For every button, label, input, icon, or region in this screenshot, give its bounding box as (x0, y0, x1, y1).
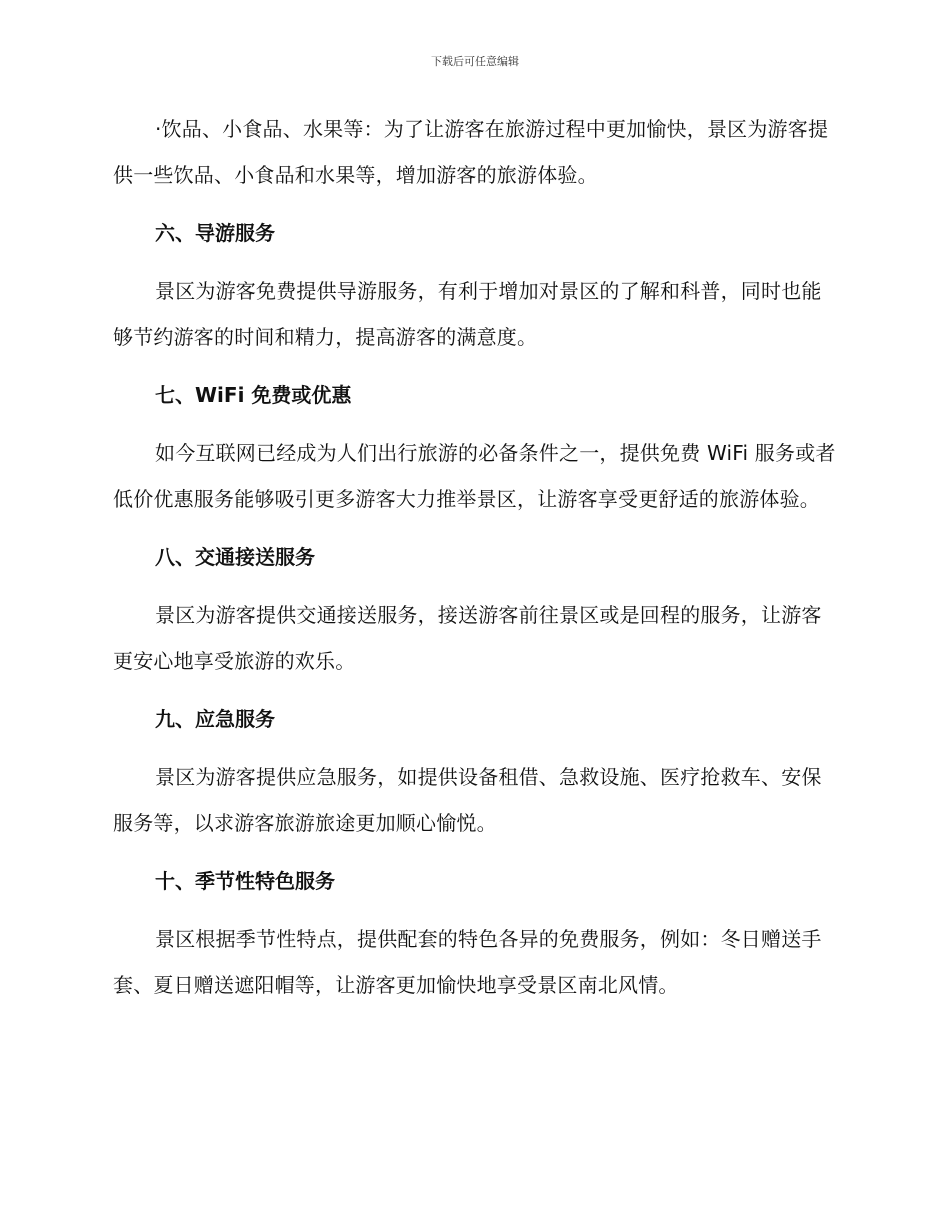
paragraph-tour-guide: 景区为游客免费提供导游服务，有利于增加对景区的了解和科普，同时也能够节约游客的时间和精力，提高游客的满意度。 (113, 279, 822, 349)
heading-seasonal: 十、季节性特色服务 (155, 869, 335, 893)
paragraph-seasonal: 景区根据季节性特点，提供配套的特色各异的免费服务，例如：冬日赠送手套、夏日赠送遮阳帽等，让游客更加愉快地享受景区南北风情。 (113, 927, 822, 997)
heading-emergency: 九、应急服务 (155, 707, 275, 731)
heading-wifi: 七、WiFi 免费或优惠 (155, 383, 352, 407)
paragraph-transport: 景区为游客提供交通接送服务，接送游客前往景区或是回程的服务，让游客更安心地享受旅游的欢乐。 (113, 603, 822, 673)
page-header-note: 下载后可任意编辑 (431, 55, 519, 68)
paragraph-emergency: 景区为游客提供应急服务，如提供设备租借、急救设施、医疗抢救车、安保服务等，以求游客旅游旅途更加顺心愉悦。 (113, 765, 822, 835)
paragraph-snacks: ·饮品、小食品、水果等：为了让游客在旅游过程中更加愉快，景区为游客提供一些饮品、小食品和水果等，增加游客的旅游体验。 (113, 117, 829, 187)
heading-transport: 八、交通接送服务 (155, 545, 315, 569)
heading-tour-guide: 六、导游服务 (155, 221, 275, 245)
document-body (113, 106, 837, 1020)
paragraph-wifi: 如今互联网已经成为人们出行旅游的必备条件之一，提供免费 WiFi 服务或者低价优惠服务能够吸引更多游客大力推举景区，让游客享受更舒适的旅游体验。 (113, 441, 836, 511)
